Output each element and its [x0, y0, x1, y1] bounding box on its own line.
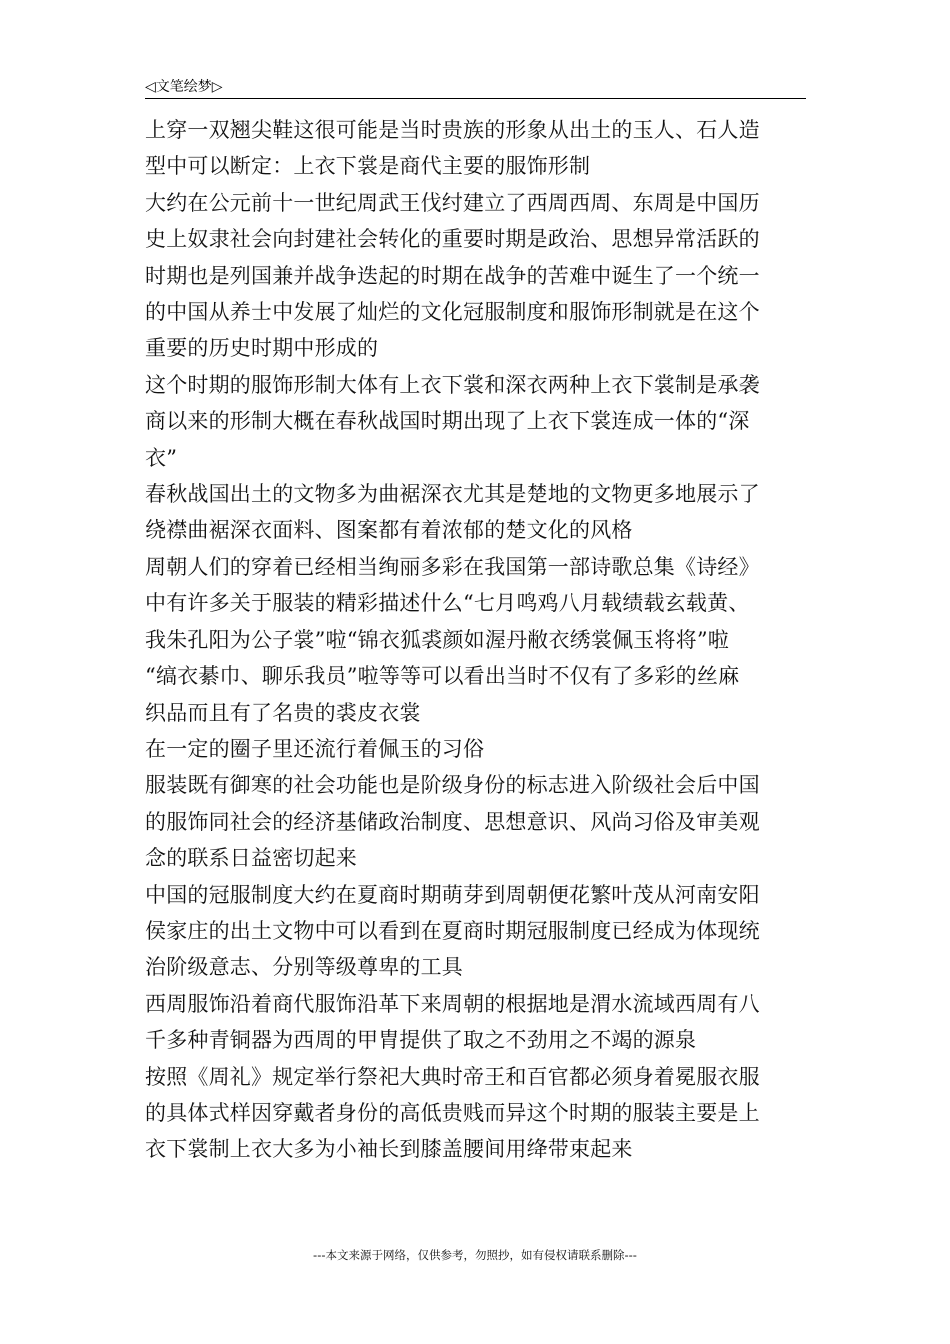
text-line: 型中可以断定：上衣下裳是商代主要的服饰形制	[145, 154, 591, 179]
header-brand	[145, 76, 223, 96]
paragraph	[145, 767, 810, 876]
text-line: 中国的冠服制度大约在夏商时期萌芽到周朝便花繁叶茂从河南安阳	[145, 882, 760, 907]
paragraph	[145, 877, 810, 986]
paragraph	[145, 549, 810, 731]
text-line: 时期也是列国兼并战争迭起的时期在战争的苦难中诞生了一个统一	[145, 263, 760, 288]
document-body	[145, 112, 810, 1168]
text-line: 的具体式样因穿戴者身份的高低贵贱而异这个时期的服装主要是上	[145, 1100, 760, 1125]
paragraph	[145, 185, 810, 367]
brand-name: 文笔绘梦	[155, 79, 212, 95]
text-line: 侯家庄的出土文物中可以看到在夏商时期冠服制度已经成为体现统	[145, 918, 760, 943]
page-header	[145, 74, 806, 99]
text-line: 在一定的圈子里还流行着佩玉的习俗	[145, 736, 485, 761]
text-line: 千多种青铜器为西周的甲胄提供了取之不劲用之不竭的源泉	[145, 1028, 697, 1053]
text-line: 念的联系日益密切起来	[145, 846, 357, 871]
text-line: 周朝人们的穿着已经相当绚丽多彩在我国第一部诗歌总集《诗经》	[145, 554, 760, 579]
paragraph	[145, 112, 810, 185]
text-line: 春秋战国出土的文物多为曲裾深衣尤其是楚地的文物更多地展示了	[145, 482, 760, 507]
text-line: 按照《周礼》规定举行祭祀大典时帝王和百官都必须身着冕服衣服	[145, 1064, 760, 1089]
text-line: 大约在公元前十一世纪周武王伐纣建立了西周西周、东周是中国历	[145, 190, 760, 215]
text-line: 这个时期的服饰形制大体有上衣下裳和深衣两种上衣下裳制是承袭	[145, 372, 760, 397]
text-line: 绕襟曲裾深衣面料、图案都有着浓郁的楚文化的风格	[145, 518, 633, 543]
text-line: 重要的历史时期中形成的	[145, 336, 379, 361]
text-line: 史上奴隶社会向封建社会转化的重要时期是政治、思想异常活跃的	[145, 227, 760, 252]
paragraph	[145, 731, 810, 767]
text-line: 服装既有御寒的社会功能也是阶级身份的标志进入阶级社会后中国	[145, 773, 760, 798]
text-line: 的服饰同社会的经济基储政治制度、思想意识、风尚习俗及审美观	[145, 809, 760, 834]
text-line: “缟衣綦巾、聊乐我员”啦等等可以看出当时不仅有了多彩的丝麻	[145, 664, 740, 689]
text-line: 治阶级意志、分别等级尊卑的工具	[145, 955, 463, 980]
right-triangle-icon: ▷	[211, 79, 223, 95]
left-triangle-icon: ◁	[145, 79, 156, 95]
paragraph	[145, 476, 810, 549]
text-line: 的中国从养士中发展了灿烂的文化冠服制度和服饰形制就是在这个	[145, 300, 760, 325]
text-line: 商以来的形制大概在春秋战国时期出现了上衣下裳连成一体的“深	[145, 409, 750, 434]
paragraph	[145, 367, 810, 476]
text-line: 西周服饰沿着商代服饰沿革下来周朝的根据地是渭水流域西周有八	[145, 991, 760, 1016]
page-footer-disclaimer: ---本文来源于网络，仅供参考，勿照抄，如有侵权请联系删除---	[313, 1248, 637, 1262]
paragraph	[145, 986, 810, 1059]
paragraph	[145, 1059, 810, 1168]
text-line: 上穿一双翘尖鞋这很可能是当时贵族的形象从出土的玉人、石人造	[145, 118, 760, 142]
text-line: 织品而且有了名贵的裘皮衣裳	[145, 700, 421, 725]
text-line: 衣下裳制上衣大多为小袖长到膝盖腰间用绛带束起来	[145, 1137, 633, 1162]
text-line: 衣”	[145, 445, 178, 470]
text-line: 我朱孔阳为公子裳”啦“锦衣狐裘颜如渥丹敝衣绣裳佩玉将将”啦	[145, 627, 730, 652]
text-line: 中有许多关于服装的精彩描述什么“七月鸣鸡八月载绩载玄载黄、	[145, 591, 750, 616]
